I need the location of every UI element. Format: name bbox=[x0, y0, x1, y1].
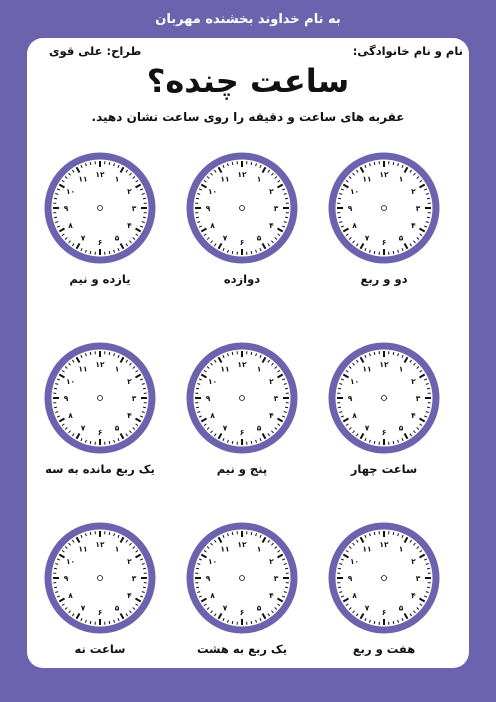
minute-tick bbox=[427, 407, 430, 408]
clock-numeral: ۳ bbox=[273, 394, 279, 403]
clock-face[interactable] bbox=[184, 340, 300, 456]
clock-face[interactable] bbox=[42, 340, 158, 456]
minute-tick bbox=[90, 621, 91, 624]
minute-tick bbox=[285, 388, 288, 389]
clock-numeral: ۲ bbox=[127, 557, 132, 566]
minute-tick bbox=[54, 217, 57, 218]
minute-tick bbox=[143, 407, 146, 408]
clock-numeral: ۱۲ bbox=[379, 170, 389, 179]
clock-numeral: ۱ bbox=[398, 174, 404, 184]
clock-numeral: ۵ bbox=[114, 423, 120, 433]
clock-numeral: ۱۲ bbox=[379, 540, 389, 549]
minute-tick bbox=[338, 407, 341, 408]
minute-tick bbox=[285, 568, 288, 569]
minute-tick bbox=[393, 162, 394, 165]
clock-numeral: ۷ bbox=[80, 233, 86, 243]
clock-center-dot bbox=[98, 396, 103, 401]
minute-tick bbox=[196, 587, 199, 588]
clock-numeral: ۸ bbox=[210, 411, 215, 420]
minute-tick bbox=[251, 162, 252, 165]
page-banner: به نام خداوند بخشنده مهربان bbox=[155, 11, 341, 27]
clock-numeral: ۱ bbox=[398, 364, 404, 374]
clock-numeral: ۳ bbox=[415, 574, 421, 583]
minute-tick bbox=[338, 217, 341, 218]
minute-tick bbox=[109, 251, 110, 254]
minute-tick bbox=[285, 587, 288, 588]
clock-numeral: ۱ bbox=[114, 174, 120, 184]
clock-numeral: ۹ bbox=[63, 574, 69, 583]
clock-numeral: ۱ bbox=[256, 364, 262, 374]
clock-numeral: ۹ bbox=[63, 394, 69, 403]
minute-tick bbox=[393, 621, 394, 624]
clock-numeral: ۱۰ bbox=[65, 557, 76, 566]
clock-item bbox=[182, 340, 302, 490]
worksheet bbox=[27, 38, 469, 668]
minute-tick bbox=[109, 162, 110, 165]
minute-tick bbox=[54, 388, 57, 389]
clock-numeral: ۲ bbox=[127, 377, 132, 386]
clock-numeral: ۱۱ bbox=[220, 174, 230, 184]
clock-numeral: ۱۱ bbox=[362, 544, 372, 554]
clock-numeral: ۱۱ bbox=[362, 364, 372, 374]
clock-center-dot bbox=[382, 576, 387, 581]
clock-numeral: ۳ bbox=[131, 574, 137, 583]
clock-numeral: ۸ bbox=[352, 591, 357, 600]
clock-face[interactable] bbox=[326, 340, 442, 456]
clock-numeral: ۶ bbox=[97, 238, 103, 247]
clock-item bbox=[182, 150, 302, 300]
clock-numeral: ۱۰ bbox=[349, 187, 360, 196]
clock-numeral: ۹ bbox=[205, 574, 211, 583]
minute-tick bbox=[196, 407, 199, 408]
minute-tick bbox=[54, 587, 57, 588]
clock-label: هفت و ربع bbox=[352, 642, 416, 656]
clock-numeral: ۱۰ bbox=[65, 377, 76, 386]
clock-numeral: ۵ bbox=[114, 603, 120, 613]
minute-tick bbox=[143, 568, 146, 569]
clock-numeral: ۶ bbox=[381, 428, 387, 437]
clock-numeral: ۵ bbox=[256, 603, 262, 613]
minute-tick bbox=[251, 532, 252, 535]
minute-tick bbox=[427, 587, 430, 588]
minute-tick bbox=[90, 532, 91, 535]
clock-numeral: ۱۰ bbox=[207, 557, 218, 566]
minute-tick bbox=[232, 352, 233, 355]
clock-numeral: ۱۰ bbox=[349, 377, 360, 386]
clock-numeral: ۱۲ bbox=[95, 360, 105, 369]
minute-tick bbox=[285, 407, 288, 408]
minute-tick bbox=[232, 441, 233, 444]
clock-item bbox=[40, 340, 160, 490]
clock-numeral: ۱۱ bbox=[78, 174, 88, 184]
minute-tick bbox=[232, 162, 233, 165]
clock-numeral: ۴ bbox=[269, 591, 274, 600]
clock-label: ساعت نه bbox=[74, 642, 126, 656]
clock-label: دو و ربع bbox=[360, 272, 408, 286]
minute-tick bbox=[251, 352, 252, 355]
clock-center-dot bbox=[240, 206, 245, 211]
clock-numeral: ۱۲ bbox=[237, 540, 247, 549]
student-name-label: نام و نام خانوادگی: bbox=[352, 44, 463, 58]
clock-label: یک ربع مانده به سه bbox=[45, 462, 155, 476]
minute-tick bbox=[393, 441, 394, 444]
clock-numeral: ۶ bbox=[239, 608, 245, 617]
clock-center-dot bbox=[240, 576, 245, 581]
minute-tick bbox=[143, 587, 146, 588]
minute-tick bbox=[54, 407, 57, 408]
minute-tick bbox=[285, 217, 288, 218]
clock-numeral: ۷ bbox=[364, 603, 370, 613]
minute-tick bbox=[427, 568, 430, 569]
clock-face[interactable] bbox=[42, 520, 158, 636]
minute-tick bbox=[374, 352, 375, 355]
minute-tick bbox=[338, 388, 341, 389]
clock-numeral: ۷ bbox=[222, 603, 228, 613]
clock-numeral: ۲ bbox=[269, 377, 274, 386]
clock-item bbox=[324, 150, 444, 300]
minute-tick bbox=[251, 441, 252, 444]
clock-numeral: ۵ bbox=[398, 233, 404, 243]
clock-numeral: ۴ bbox=[269, 411, 274, 420]
clock-numeral: ۱ bbox=[398, 544, 404, 554]
clock-numeral: ۸ bbox=[68, 221, 73, 230]
clock-numeral: ۵ bbox=[398, 423, 404, 433]
clock-numeral: ۱۱ bbox=[78, 544, 88, 554]
minute-tick bbox=[393, 532, 394, 535]
minute-tick bbox=[374, 621, 375, 624]
clock-numeral: ۱۲ bbox=[95, 170, 105, 179]
clock-numeral: ۷ bbox=[364, 233, 370, 243]
clock-face[interactable] bbox=[184, 520, 300, 636]
clock-numeral: ۱۱ bbox=[78, 364, 88, 374]
clock-numeral: ۹ bbox=[63, 204, 69, 213]
clock-numeral: ۸ bbox=[352, 221, 357, 230]
minute-tick bbox=[196, 217, 199, 218]
clock-numeral: ۳ bbox=[415, 204, 421, 213]
clock-numeral: ۵ bbox=[256, 423, 262, 433]
clock-numeral: ۹ bbox=[347, 204, 353, 213]
clock-numeral: ۶ bbox=[381, 238, 387, 247]
clock-numeral: ۹ bbox=[347, 394, 353, 403]
clock-numeral: ۱ bbox=[114, 544, 120, 554]
clock-numeral: ۶ bbox=[239, 428, 245, 437]
minute-tick bbox=[90, 251, 91, 254]
minute-tick bbox=[251, 251, 252, 254]
clock-grid bbox=[27, 38, 469, 668]
clock-numeral: ۴ bbox=[411, 411, 416, 420]
clock-numeral: ۳ bbox=[273, 574, 279, 583]
minute-tick bbox=[232, 251, 233, 254]
clock-numeral: ۹ bbox=[347, 574, 353, 583]
clock-center-dot bbox=[382, 396, 387, 401]
clock-numeral: ۱۲ bbox=[379, 360, 389, 369]
minute-tick bbox=[232, 621, 233, 624]
clock-face[interactable] bbox=[326, 150, 442, 266]
clock-numeral: ۴ bbox=[269, 221, 274, 230]
minute-tick bbox=[109, 532, 110, 535]
minute-tick bbox=[338, 587, 341, 588]
clock-numeral: ۱۰ bbox=[65, 187, 76, 196]
clock-numeral: ۱۲ bbox=[95, 540, 105, 549]
minute-tick bbox=[338, 568, 341, 569]
clock-numeral: ۴ bbox=[411, 221, 416, 230]
minute-tick bbox=[109, 352, 110, 355]
clock-numeral: ۱ bbox=[256, 174, 262, 184]
clock-center-dot bbox=[98, 576, 103, 581]
clock-item bbox=[40, 520, 160, 670]
minute-tick bbox=[90, 352, 91, 355]
clock-numeral: ۴ bbox=[127, 411, 132, 420]
minute-tick bbox=[143, 388, 146, 389]
minute-tick bbox=[196, 198, 199, 199]
clock-numeral: ۳ bbox=[273, 204, 279, 213]
clock-label: یک ربع به هشت bbox=[196, 642, 288, 656]
clock-numeral: ۶ bbox=[97, 428, 103, 437]
clock-numeral: ۵ bbox=[256, 233, 262, 243]
clock-numeral: ۲ bbox=[269, 187, 274, 196]
clock-numeral: ۱۰ bbox=[207, 377, 218, 386]
clock-numeral: ۸ bbox=[210, 221, 215, 230]
clock-numeral: ۱۱ bbox=[362, 174, 372, 184]
minute-tick bbox=[285, 198, 288, 199]
clock-label: پنج و نیم bbox=[216, 462, 268, 476]
clock-center-dot bbox=[98, 206, 103, 211]
minute-tick bbox=[90, 162, 91, 165]
clock-numeral: ۱۲ bbox=[237, 170, 247, 179]
designer-label: طراح: علی قوی bbox=[49, 44, 142, 58]
clock-numeral: ۵ bbox=[398, 603, 404, 613]
minute-tick bbox=[427, 388, 430, 389]
clock-numeral: ۹ bbox=[205, 204, 211, 213]
minute-tick bbox=[143, 198, 146, 199]
minute-tick bbox=[109, 441, 110, 444]
minute-tick bbox=[374, 251, 375, 254]
clock-numeral: ۶ bbox=[381, 608, 387, 617]
clock-numeral: ۱۰ bbox=[207, 187, 218, 196]
clock-numeral: ۴ bbox=[127, 221, 132, 230]
clock-numeral: ۱۱ bbox=[220, 544, 230, 554]
minute-tick bbox=[232, 532, 233, 535]
clock-numeral: ۶ bbox=[97, 608, 103, 617]
minute-tick bbox=[90, 441, 91, 444]
clock-numeral: ۳ bbox=[415, 394, 421, 403]
clock-label: ساعت چهار bbox=[350, 462, 418, 476]
clock-numeral: ۷ bbox=[222, 423, 228, 433]
clock-numeral: ۹ bbox=[205, 394, 211, 403]
clock-numeral: ۱۰ bbox=[349, 557, 360, 566]
minute-tick bbox=[427, 217, 430, 218]
clock-numeral: ۷ bbox=[80, 423, 86, 433]
clock-center-dot bbox=[240, 396, 245, 401]
clock-item bbox=[324, 520, 444, 670]
clock-numeral: ۷ bbox=[222, 233, 228, 243]
clock-numeral: ۲ bbox=[411, 187, 416, 196]
minute-tick bbox=[196, 388, 199, 389]
clock-face[interactable] bbox=[326, 520, 442, 636]
minute-tick bbox=[427, 198, 430, 199]
clock-numeral: ۲ bbox=[269, 557, 274, 566]
minute-tick bbox=[54, 198, 57, 199]
minute-tick bbox=[109, 621, 110, 624]
minute-tick bbox=[54, 568, 57, 569]
minute-tick bbox=[374, 532, 375, 535]
clock-numeral: ۸ bbox=[210, 591, 215, 600]
minute-tick bbox=[338, 198, 341, 199]
clock-numeral: ۱۱ bbox=[220, 364, 230, 374]
worksheet-instruction: عقربه های ساعت و دقیقه را روی ساعت نشان دهید. bbox=[91, 110, 405, 124]
clock-numeral: ۵ bbox=[114, 233, 120, 243]
clock-numeral: ۷ bbox=[80, 603, 86, 613]
clock-numeral: ۸ bbox=[352, 411, 357, 420]
clock-numeral: ۴ bbox=[127, 591, 132, 600]
clock-numeral: ۸ bbox=[68, 591, 73, 600]
clock-numeral: ۳ bbox=[131, 394, 137, 403]
clock-numeral: ۲ bbox=[411, 557, 416, 566]
clock-item bbox=[40, 150, 160, 300]
clock-center-dot bbox=[382, 206, 387, 211]
clock-numeral: ۳ bbox=[131, 204, 137, 213]
clock-label: یازده و نیم bbox=[69, 272, 131, 286]
clock-item bbox=[324, 340, 444, 490]
clock-numeral: ۶ bbox=[239, 238, 245, 247]
clock-numeral: ۱۲ bbox=[237, 360, 247, 369]
minute-tick bbox=[374, 441, 375, 444]
minute-tick bbox=[196, 568, 199, 569]
clock-numeral: ۱ bbox=[256, 544, 262, 554]
clock-numeral: ۷ bbox=[364, 423, 370, 433]
worksheet-title: ساعت چنده؟ bbox=[146, 62, 350, 100]
clock-numeral: ۸ bbox=[68, 411, 73, 420]
clock-face[interactable] bbox=[42, 150, 158, 266]
clock-numeral: ۴ bbox=[411, 591, 416, 600]
minute-tick bbox=[374, 162, 375, 165]
clock-label: دوازده bbox=[223, 272, 261, 286]
clock-numeral: ۱ bbox=[114, 364, 120, 374]
minute-tick bbox=[251, 621, 252, 624]
minute-tick bbox=[143, 217, 146, 218]
minute-tick bbox=[393, 352, 394, 355]
clock-numeral: ۲ bbox=[411, 377, 416, 386]
clock-item bbox=[182, 520, 302, 670]
clock-face[interactable] bbox=[184, 150, 300, 266]
minute-tick bbox=[393, 251, 394, 254]
clock-numeral: ۲ bbox=[127, 187, 132, 196]
